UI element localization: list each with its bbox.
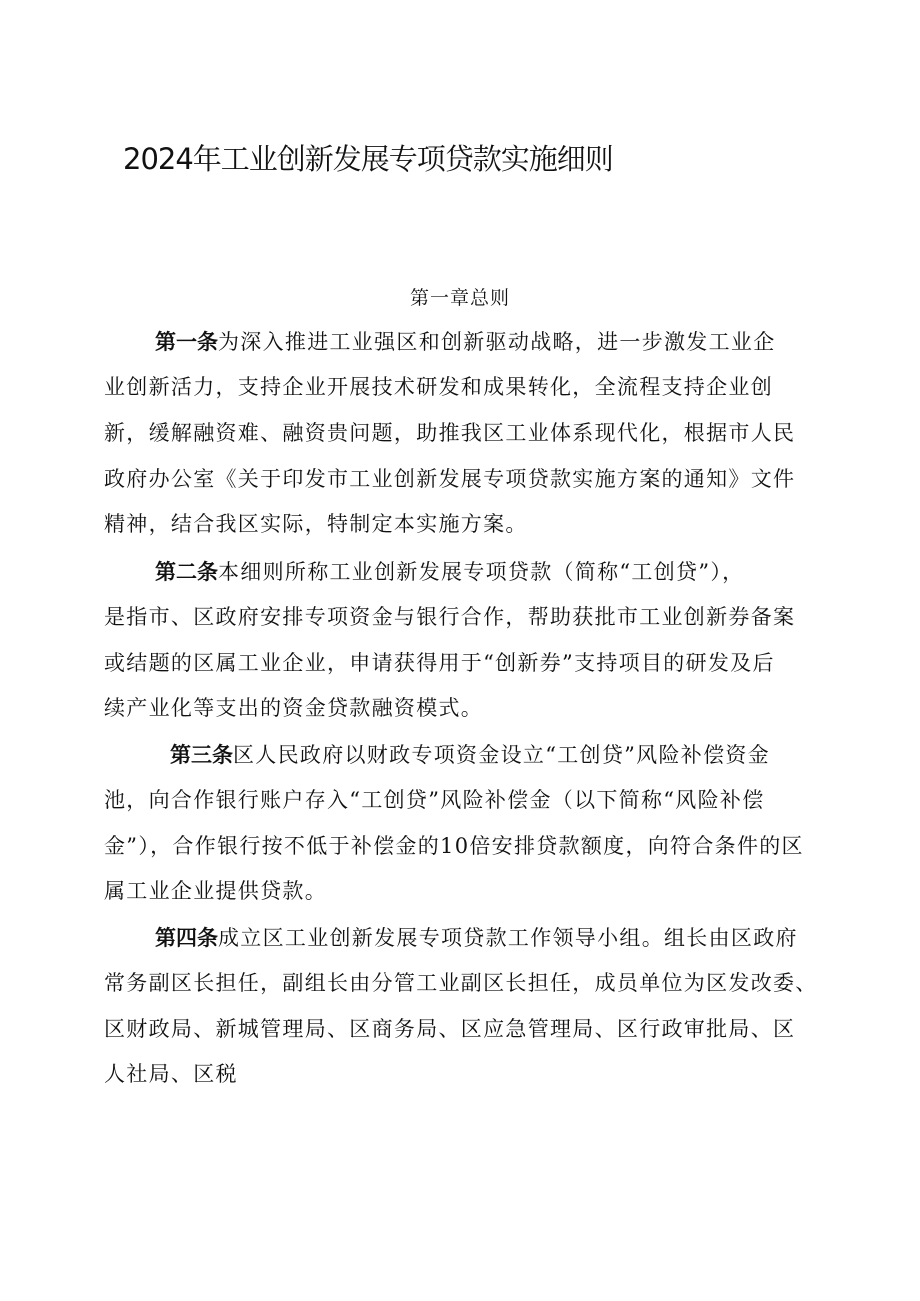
article-2-line-1 bbox=[155, 557, 744, 587]
article-2-line-4: 续产业化等支出的资金贷款融资模式。 bbox=[104, 696, 484, 720]
article-2-line-3: 或结题的区属工业企业，申请获得用于“创新券”支持项目的研发及后 bbox=[104, 651, 775, 675]
article-1-line-4: 政府办公室《关于印发市工业创新发展专项贷款实施方案的通知》文件 bbox=[104, 467, 796, 491]
document-title: 2024年工业创新发展专项贷款实施细则 bbox=[123, 142, 613, 176]
article-1-line-3: 新，缓解融资难、融资贵问题，助推我区工业体系现代化，根据市人民 bbox=[104, 421, 796, 445]
article-text: 本细则所称工业创新发展专项贷款（简称“工创贷”）， bbox=[218, 560, 745, 584]
article-1-line-2: 业创新活力，支持企业开展技术研发和成果转化，全流程支持企业创 bbox=[104, 375, 773, 399]
article-3-line-3: 金”），合作银行按不低于补偿金的10倍安排贷款额度，向符合条件的区 bbox=[104, 834, 804, 858]
article-text: 成立区工业创新发展专项贷款工作领导小组。组长由区政府 bbox=[218, 926, 798, 950]
article-label: 第四条 bbox=[155, 925, 218, 950]
article-1-line-5: 精神，结合我区实际，特制定本实施方案。 bbox=[104, 512, 528, 536]
article-text: 区人民政府以财政专项资金设立“工创贷”风险补偿资金 bbox=[233, 743, 770, 767]
article-label: 第一条 bbox=[155, 329, 218, 354]
article-text: 为深入推进工业强区和创新驱动战略，进一步激发工业企 bbox=[218, 330, 776, 354]
article-2-line-2: 是指市、区政府安排专项资金与银行合作，帮助获批市工业创新券备案 bbox=[104, 605, 796, 629]
article-1-line-1 bbox=[155, 327, 776, 357]
article-3-line-1 bbox=[170, 740, 770, 770]
article-3-line-2: 池，向合作银行账户存入“工创贷”风险补偿金（以下简称“风险补偿 bbox=[104, 788, 765, 812]
article-3-line-4: 属工业企业提供贷款。 bbox=[104, 879, 327, 903]
article-label: 第三条 bbox=[170, 742, 233, 767]
article-4-line-3: 区财政局、新城管理局、区商务局、区应急管理局、区行政审批局、区 bbox=[104, 1017, 796, 1041]
article-4-line-1 bbox=[155, 923, 798, 953]
article-label: 第二条 bbox=[155, 559, 218, 584]
article-4-line-2: 常务副区长担任，副组长由分管工业副区长担任，成员单位为区发改委、 bbox=[104, 971, 818, 995]
chapter-heading: 第一章总则 bbox=[409, 287, 510, 309]
article-4-line-4: 人社局、区税 bbox=[104, 1062, 238, 1086]
